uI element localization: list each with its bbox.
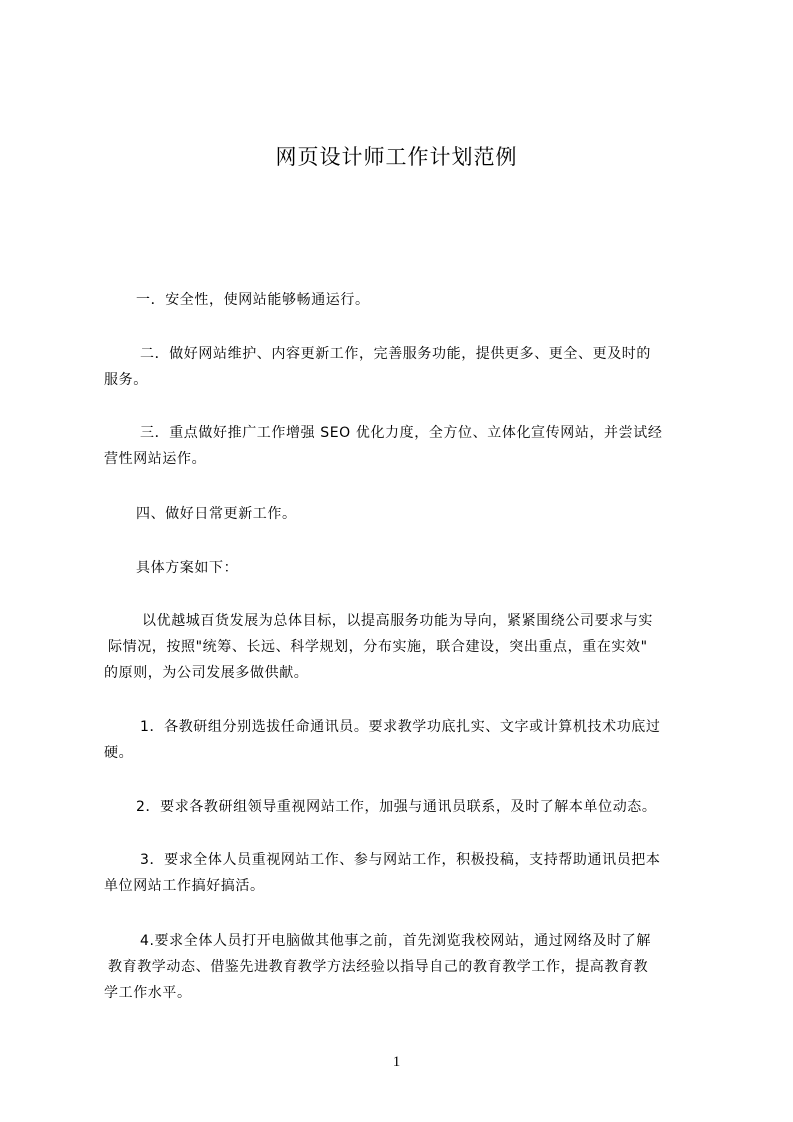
paragraph-line: 具体方案如下： — [136, 560, 239, 576]
paragraph-10 — [104, 928, 708, 1006]
paragraph-line: 三．重点做好推广工作增强 SEO 优化力度，全方位、立体化宣传网站，并尝试经 — [140, 425, 663, 441]
paragraph-line: 二．做好网站维护、内容更新工作，完善服务功能，提供更多、更全、更及时的 — [140, 346, 651, 362]
paragraph-6 — [104, 608, 708, 686]
paragraph-line: 1．各教研组分别选拔任命通讯员。要求教学功底扎实、文字或计算机技术功底过 — [140, 719, 661, 735]
paragraph-9 — [104, 847, 708, 899]
paragraph-line: 教育教学动态、借鉴先进教育教学方法经验以指导自己的教育教学工作，提高教育教 — [108, 959, 649, 975]
paragraph-line: 以优越城百货发展为总体目标，以提高服务功能为导向，紧紧围绕公司要求与实 — [142, 613, 653, 629]
paragraph-4 — [104, 501, 708, 527]
paragraph-line: 单位网站工作搞好搞活。 — [104, 878, 265, 894]
paragraph-line: 3．要求全体人员重视网站工作、参与网站工作，积极投稿，支持帮助通讯员把本 — [140, 852, 661, 868]
paragraph-line: 际情况，按照"统筹、长远、科学规划，分布实施，联合建设，突出重点，重在实效" — [108, 639, 648, 655]
paragraph-line: 一．安全性，使网站能够畅通运行。 — [136, 292, 370, 308]
paragraph-8 — [104, 794, 708, 820]
paragraph-line: 的原则，为公司发展多做供献。 — [104, 665, 309, 681]
paragraph-5 — [104, 555, 708, 581]
paragraph-line: 4.要求全体人员打开电脑做其他事之前，首先浏览我校网站，通过网络及时了解 — [140, 933, 651, 949]
paragraph-3 — [104, 420, 708, 472]
paragraph-line: 硬。 — [104, 745, 134, 761]
paragraph-2 — [104, 341, 708, 393]
paragraph-line: 2．要求各教研组领导重视网站工作，加强与通讯员联系，及时了解本单位动态。 — [136, 799, 657, 815]
paragraph-line: 营性网站运作。 — [104, 451, 207, 467]
paragraph-line: 服务。 — [104, 372, 148, 388]
paragraph-1 — [104, 287, 708, 313]
paragraph-line: 四、做好日常更新工作。 — [136, 506, 297, 522]
paragraph-line: 学工作水平。 — [104, 985, 192, 1001]
paragraph-7 — [104, 714, 708, 766]
document-title: 网页设计师工作计划范例 — [275, 145, 518, 169]
page-number: 1 — [392, 1054, 401, 1070]
